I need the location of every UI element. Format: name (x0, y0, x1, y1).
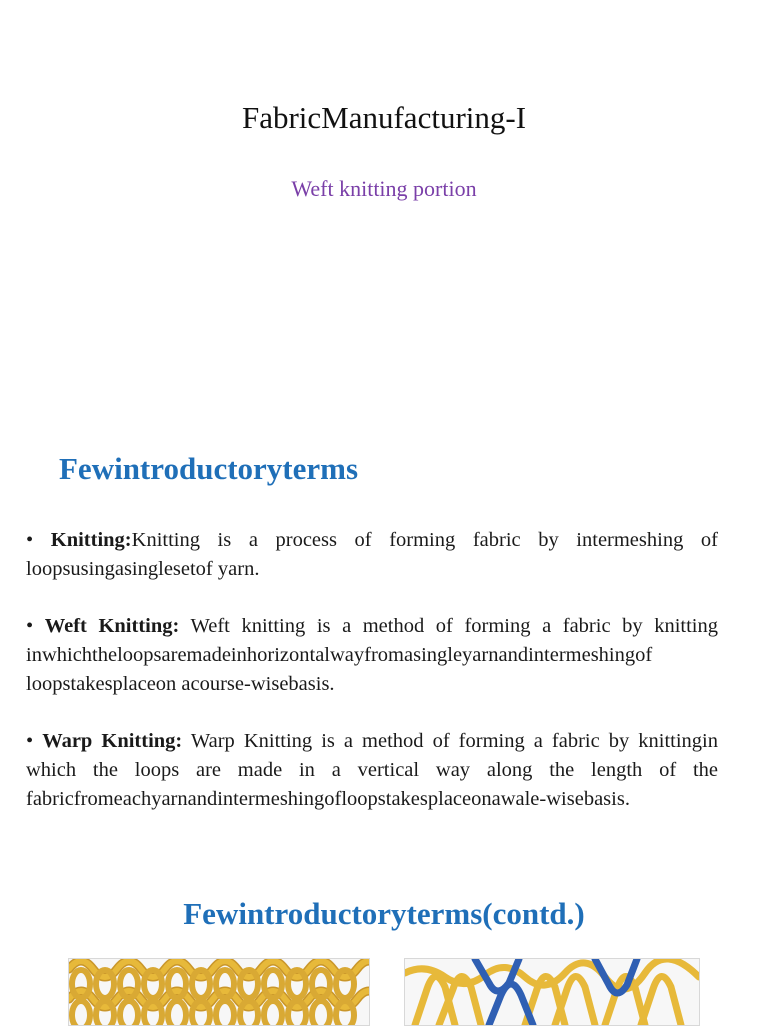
fabric-figures (0, 958, 768, 1024)
section-heading-contd: Fewintroductoryterms(contd.) (183, 896, 585, 931)
section-heading-intro: Fewintroductoryterms (59, 451, 359, 486)
warp-loops-illustration (405, 959, 699, 1025)
slide-title: FabricManufacturing-I (241, 100, 527, 135)
weft-knit-fabric-image (68, 958, 370, 1026)
term-definition: Weft knitting is a method of forming a fabric by knitting inwhichtheloopsaremadeinhorizontalwayfromasingleyarnandintermeshingof loopstakesplaceon acourse-wisebasis. (26, 615, 718, 695)
terms-list (26, 526, 718, 842)
term-label: Weft Knitting: (44, 615, 180, 637)
term-definition: Knitting is a process of forming fabric by intermeshing of loopsusingasinglesetof yarn. (26, 529, 718, 580)
term-definition: Warp Knitting is a method of forming a fabric by knittingin which the loops are made in a vertical way along the length of the fabricfromeachyarnandintermeshingofloopstakesplaceonawale-wisebasis. (26, 730, 718, 810)
term-item-warp-knitting: • Warp Knitting: Warp Knitting is a method of forming a fabric by knittingin which the loops are made in a vertical way along the length of the fabricfromeachyarnandintermeshingofloopstakesplaceonawale-wisebasis. (26, 730, 718, 810)
term-item-weft-knitting: • Weft Knitting: Weft knitting is a method of forming a fabric by knitting inwhichtheloopsaremadeinhorizontalwayfromasingleyarnandintermeshingof loopstakesplaceon acourse-wisebasis. (26, 615, 718, 695)
warp-knit-fabric-image (404, 958, 700, 1026)
term-label: Knitting: (50, 529, 132, 551)
term-item-knitting: • Knitting:Knitting is a process of forming fabric by intermeshing of loopsusingasinglesetof yarn. (26, 529, 718, 580)
slide-subtitle: Weft knitting portion (291, 176, 477, 201)
term-label: Warp Knitting: (42, 730, 183, 752)
weft-loops-illustration (69, 959, 369, 1025)
